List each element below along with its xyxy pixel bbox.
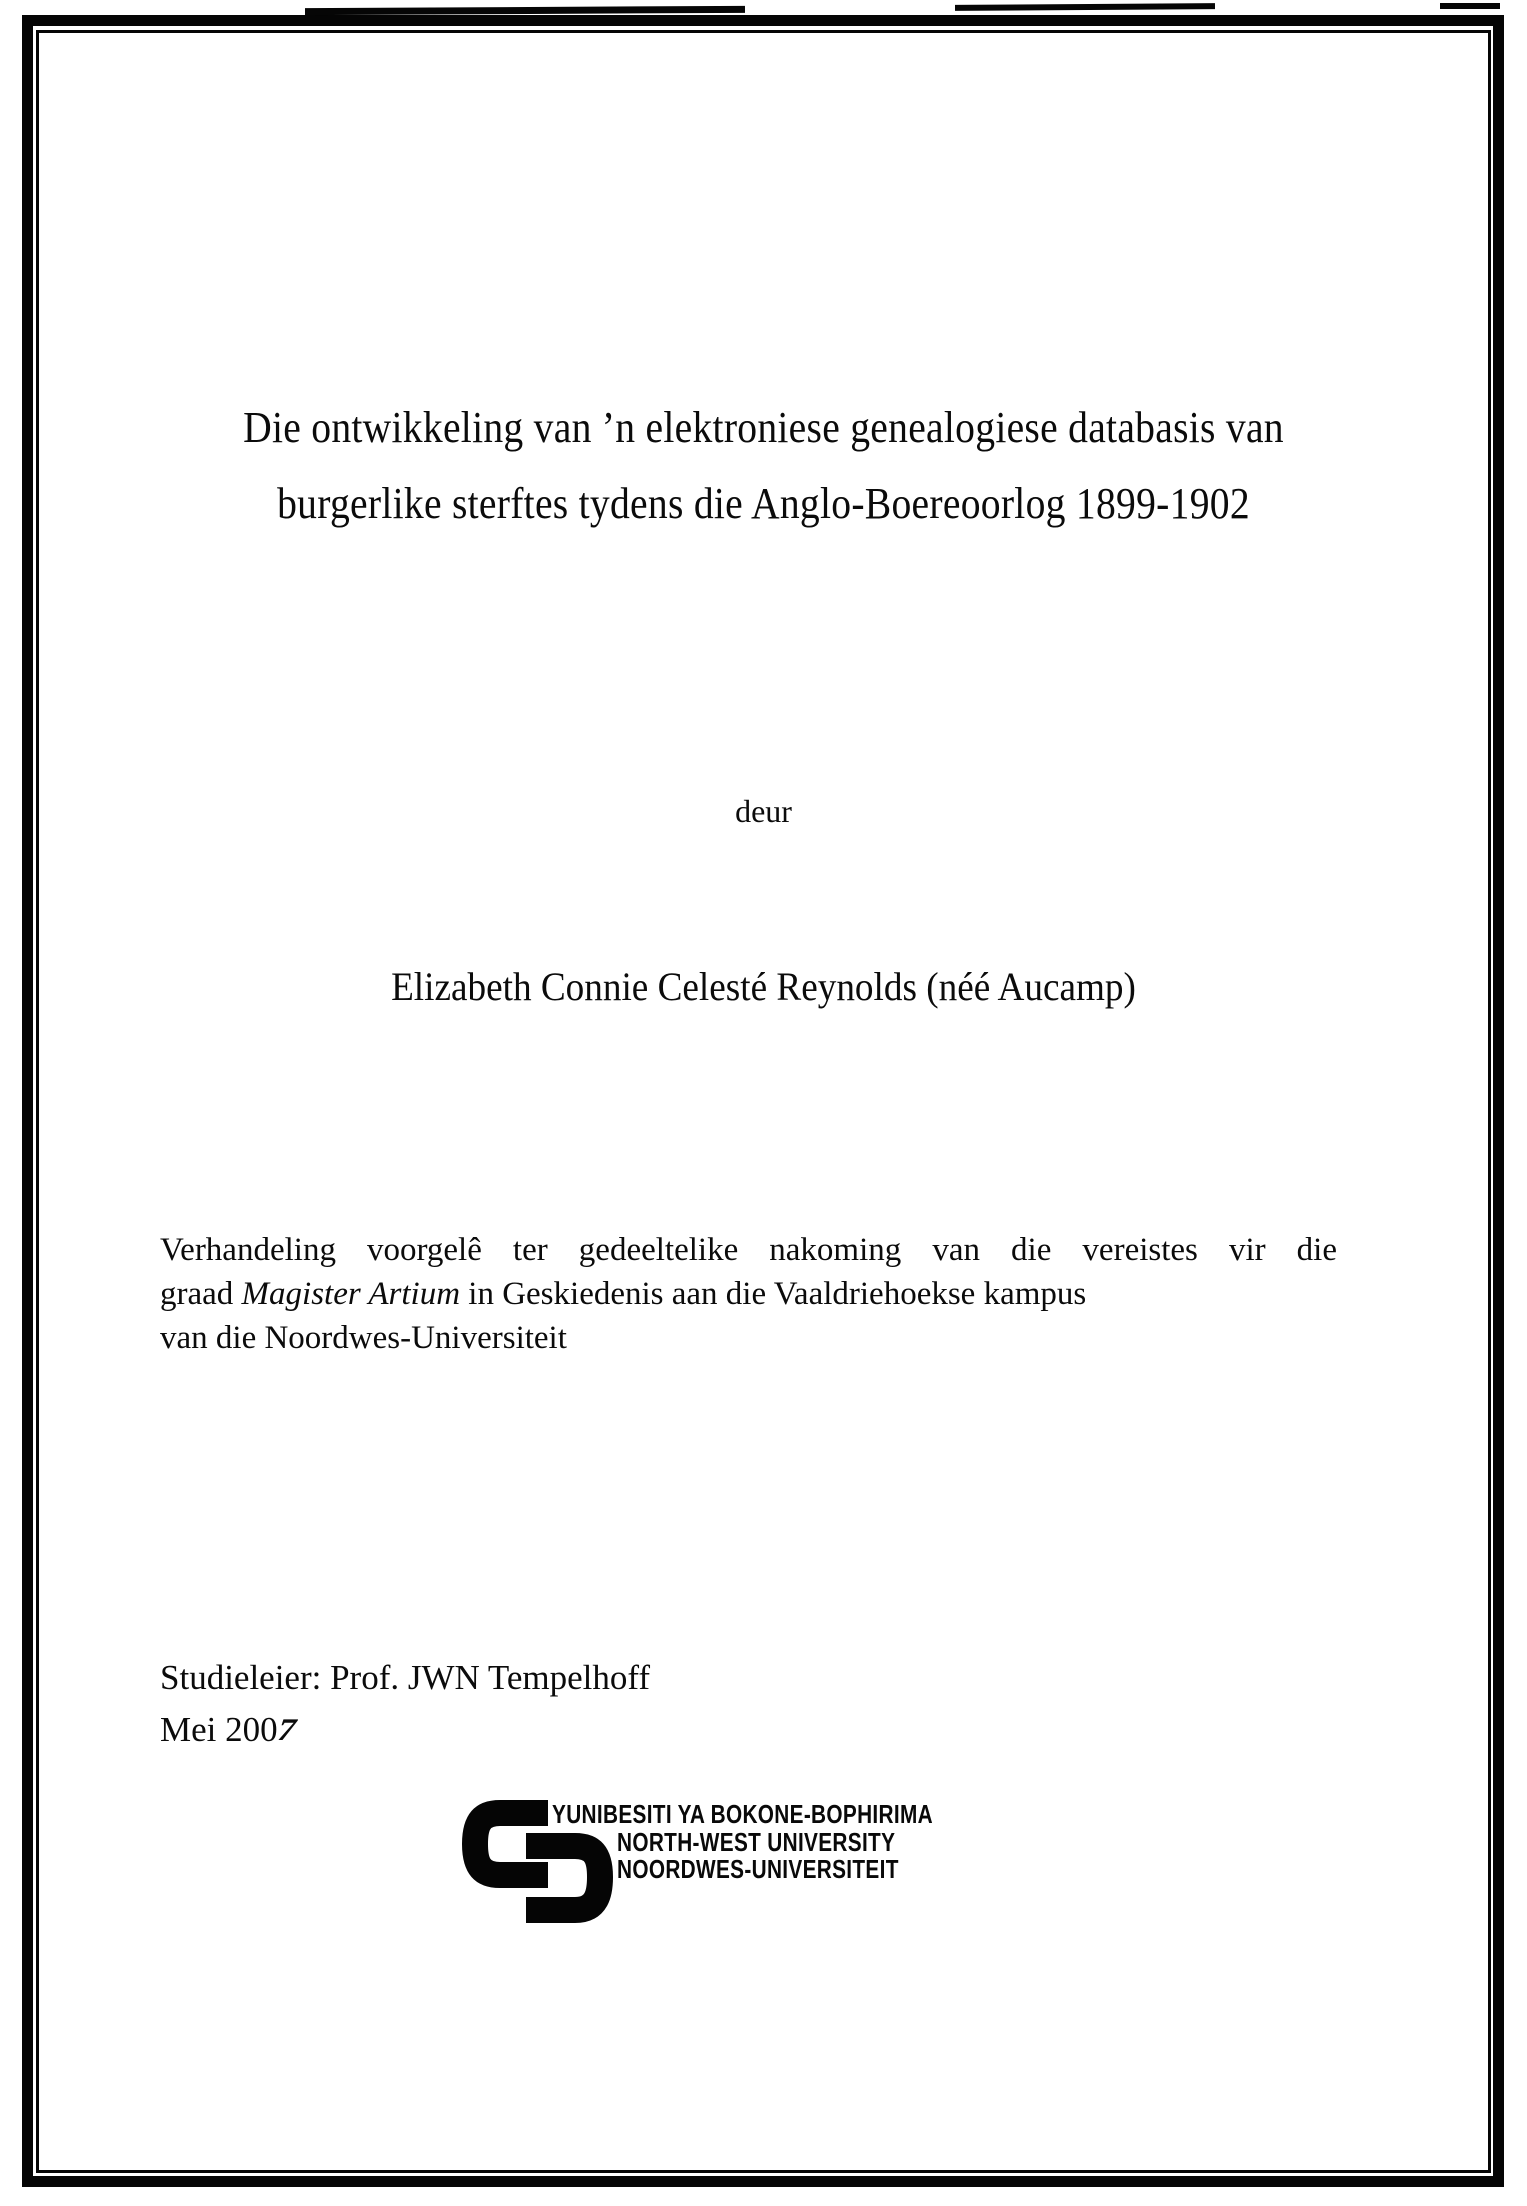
scan-artifact bbox=[1440, 3, 1500, 9]
degree-statement-line-2-suffix: in Geskiedenis aan die Vaaldriehoekse kampus bbox=[460, 1276, 1087, 1312]
degree-statement-line-3: van die Noordwes-Universiteit bbox=[160, 1320, 567, 1356]
supervisor-line: Studieleier: Prof. JWN Tempelhoff bbox=[160, 1658, 651, 1697]
date-line bbox=[160, 1704, 760, 1756]
title-line-2: burgerlike sterftes tydens die Anglo-Boereoorlog 1899-1902 bbox=[277, 479, 1250, 528]
scan-artifact bbox=[955, 3, 1215, 11]
date-text: Mei 200 bbox=[160, 1710, 278, 1749]
thesis-title bbox=[166, 390, 1360, 542]
degree-statement-line-2 bbox=[160, 1272, 1337, 1316]
university-logo-text bbox=[552, 1801, 1028, 1884]
scan-artifact bbox=[305, 6, 745, 15]
date-last-digit: 7 bbox=[272, 1712, 301, 1748]
degree-name-italic: Magister Artium bbox=[241, 1276, 461, 1312]
author-name: Elizabeth Connie Celesté Reynolds (néé Aucamp) bbox=[391, 964, 1136, 1009]
degree-statement-line-1: Verhandeling voorgelê ter gedeeltelike nakoming van die vereistes vir die bbox=[160, 1232, 1337, 1268]
degree-statement bbox=[160, 1228, 1337, 1360]
university-logo bbox=[462, 1800, 1082, 1935]
logo-line-english: NORTH-WEST UNIVERSITY bbox=[617, 1826, 896, 1857]
degree-statement-line-2-prefix: graad bbox=[160, 1276, 242, 1312]
logo-line-setswana: YUNIBESITI YA BOKONE-BOPHIRIMA bbox=[552, 1799, 933, 1829]
logo-line-afrikaans: NOORDWES-UNIVERSITEIT bbox=[617, 1854, 899, 1884]
byline: deur bbox=[735, 793, 792, 829]
title-line-1: Die ontwikkeling van ’n elektroniese genealogiese databasis van bbox=[243, 403, 1284, 452]
